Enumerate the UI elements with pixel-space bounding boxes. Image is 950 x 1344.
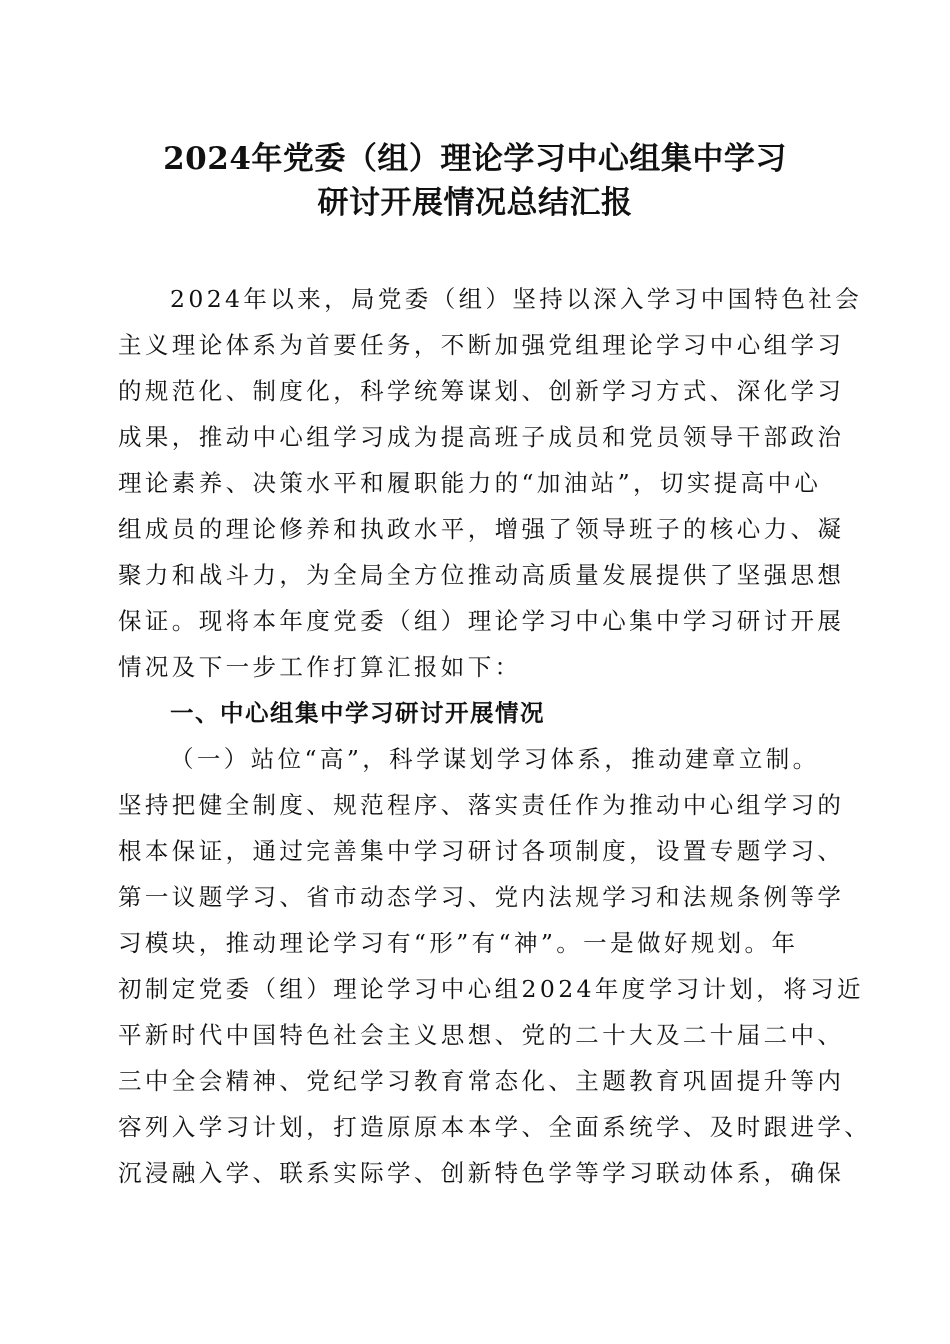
paragraph-line: 第一议题学习、省市动态学习、党内法规学习和法规条例等学 [118,883,845,911]
paragraph-line: 聚力和战斗力，为全局全方位推动高质量发展提供了坚强思想 [118,561,845,589]
paragraph-line: 初制定党委（组）理论学习中心组2024年度学习计划，将习近 [118,975,864,1003]
paragraph-line: 容列入学习计划，打造原原本本学、全面系统学、及时跟进学、 [118,1113,872,1141]
paragraph-line: 2024年以来，局党委（组）坚持以深入学习中国特色社会 [170,285,863,313]
paragraph-line: 的规范化、制度化，科学统筹谋划、创新学习方式、深化学习 [118,377,845,405]
document-title-line-2: 研讨开展情况总结汇报 [317,185,633,221]
document-title-line-1: 2024年党委（组）理论学习中心组集中学习 [163,141,787,177]
paragraph-line: 三中全会精神、党纪学习教育常态化、主题教育巩固提升等内 [118,1067,845,1095]
paragraph-line: 根本保证，通过完善集中学习研讨各项制度，设置专题学习、 [118,837,845,865]
paragraph-line: 习模块，推动理论学习有“形”有“神”。一是做好规划。年 [118,929,799,957]
paragraph-line: 坚持把健全制度、规范程序、落实责任作为推动中心组学习的 [118,791,845,819]
paragraph-line: 理论素养、决策水平和履职能力的“加油站”，切实提高中心 [118,469,822,497]
paragraph-line: 平新时代中国特色社会主义思想、党的二十大及二十届二中、 [118,1021,845,1049]
paragraph-line: 组成员的理论修养和执政水平，增强了领导班子的核心力、凝 [118,515,845,543]
paragraph-line: 成果，推动中心组学习成为提高班子成员和党员领导干部政治 [118,423,845,451]
section-heading: 一、中心组集中学习研讨开展情况 [170,699,545,727]
paragraph-line: 沉浸融入学、联系实际学、创新特色学等学习联动体系，确保 [118,1159,845,1187]
subsection-heading: （一）站位“高”，科学谋划学习体系，推动建章立制。 [170,745,820,773]
paragraph-line: 保证。现将本年度党委（组）理论学习中心集中学习研讨开展 [118,607,845,635]
paragraph-line: 情况及下一步工作打算汇报如下： [118,653,522,681]
paragraph-line: 主义理论体系为首要任务，不断加强党组理论学习中心组学习 [118,331,845,359]
